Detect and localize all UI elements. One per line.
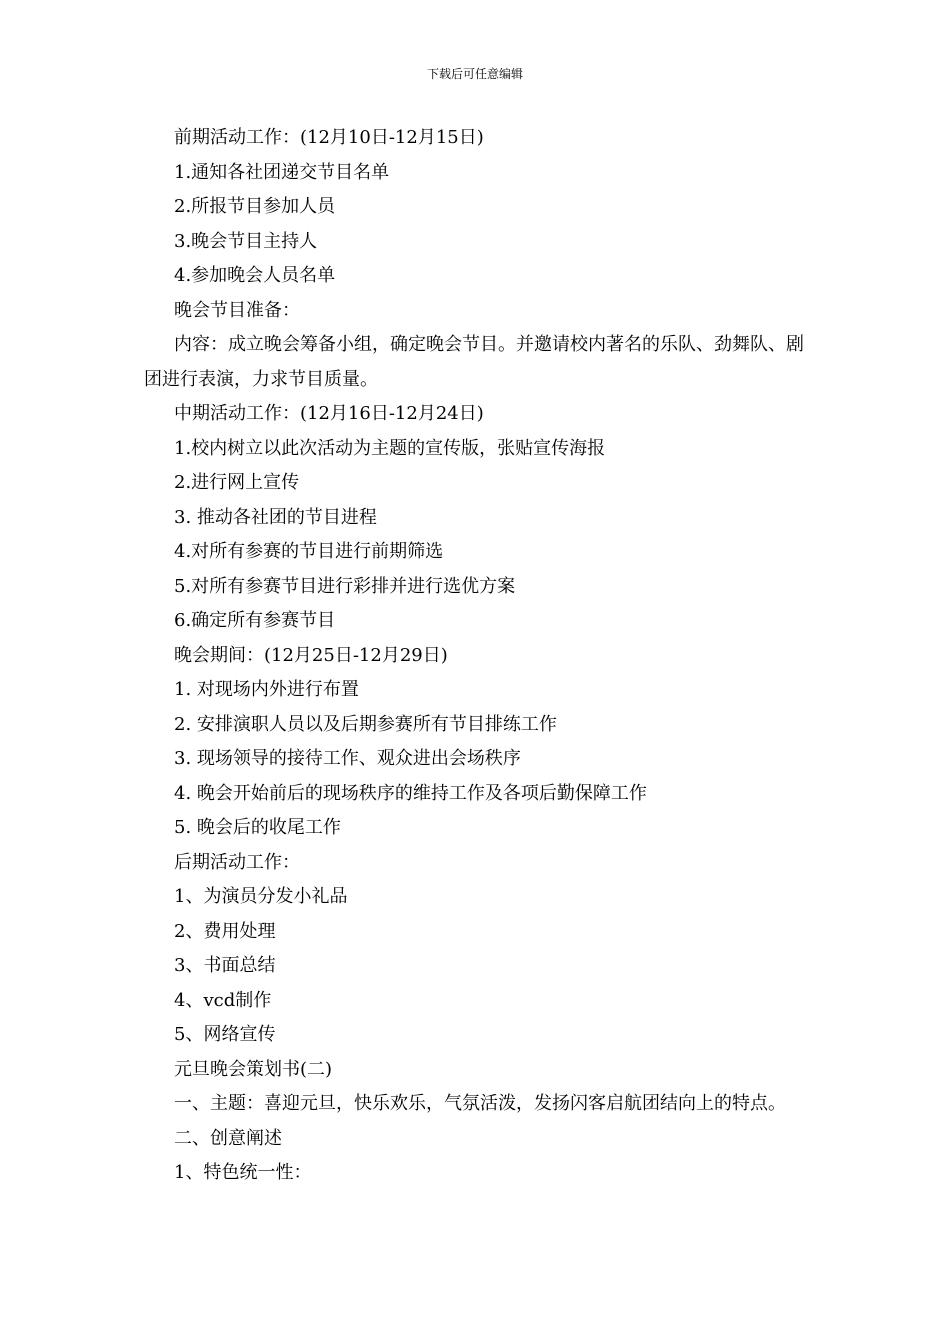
paragraph-late-phase-heading: 后期活动工作： bbox=[174, 851, 300, 873]
paragraph-plan-two-title: 元旦晚会策划书(二) bbox=[174, 1058, 333, 1080]
paragraph-mid-item-5: 5.对所有参赛节目进行彩排并进行选优方案 bbox=[174, 575, 516, 597]
paragraph-mid-phase-heading: 中期活动工作：(12月16日-12月24日) bbox=[174, 403, 484, 424]
paragraph-gala-item-4: 4. 晚会开始前后的现场秩序的维持工作及各项后勤保障工作 bbox=[174, 782, 647, 804]
paragraph-late-item-3: 3、书面总结 bbox=[174, 955, 276, 976]
paragraph-mid-item-4: 4.对所有参赛的节目进行前期筛选 bbox=[174, 541, 444, 562]
paragraph-gala-item-2: 2. 安排演职人员以及后期参赛所有节目排练工作 bbox=[174, 713, 557, 735]
paragraph-mid-item-2: 2.进行网上宣传 bbox=[174, 472, 300, 493]
paragraph-theme: 一、主题：喜迎元旦，快乐欢乐，气氛活泼，发扬闪客启航团结向上的特点。 bbox=[174, 1093, 786, 1114]
paragraph-early-item-2: 2.所报节目参加人员 bbox=[174, 196, 336, 217]
document-body bbox=[144, 121, 814, 1191]
paragraph-creative-heading: 二、创意阐述 bbox=[174, 1127, 282, 1149]
paragraph-early-item-3: 3.晚会节目主持人 bbox=[174, 230, 318, 252]
paragraph-mid-item-3: 3. 推动各社团的节目进程 bbox=[174, 506, 377, 528]
paragraph-program-prep-heading: 晚会节目准备： bbox=[174, 299, 300, 321]
paragraph-creative-item-1: 1、特色统一性： bbox=[174, 1162, 312, 1183]
paragraph-mid-item-6: 6.确定所有参赛节目 bbox=[174, 610, 336, 631]
paragraph-late-item-2: 2、费用处理 bbox=[174, 920, 276, 942]
paragraph-gala-item-1: 1. 对现场内外进行布置 bbox=[174, 679, 359, 700]
paragraph-late-item-1: 1、为演员分发小礼品 bbox=[174, 886, 348, 907]
paragraph-mid-item-1: 1.校内树立以此次活动为主题的宣传版，张贴宣传海报 bbox=[174, 437, 606, 459]
paragraph-early-item-1: 1.通知各社团递交节目名单 bbox=[174, 161, 390, 183]
paragraph-program-content: 内容：成立晚会筹备小组，确定晚会节目。并邀请校内著名的乐队、劲舞队、剧团进行表演，力求节目质量。 bbox=[144, 334, 804, 390]
page-header-note: 下载后可任意编辑 bbox=[426, 67, 523, 81]
paragraph-gala-period-heading: 晚会期间：(12月25日-12月29日) bbox=[174, 644, 448, 666]
paragraph-late-item-4: 4、vcd制作 bbox=[174, 989, 272, 1011]
paragraph-gala-item-5: 5. 晚会后的收尾工作 bbox=[174, 817, 341, 838]
paragraph-early-item-4: 4.参加晚会人员名单 bbox=[174, 265, 336, 286]
paragraph-early-phase-heading: 前期活动工作：(12月10日-12月15日) bbox=[174, 127, 484, 148]
paragraph-gala-item-3: 3. 现场领导的接待工作、观众进出会场秩序 bbox=[174, 748, 521, 769]
paragraph-late-item-5: 5、网络宣传 bbox=[174, 1024, 276, 1045]
